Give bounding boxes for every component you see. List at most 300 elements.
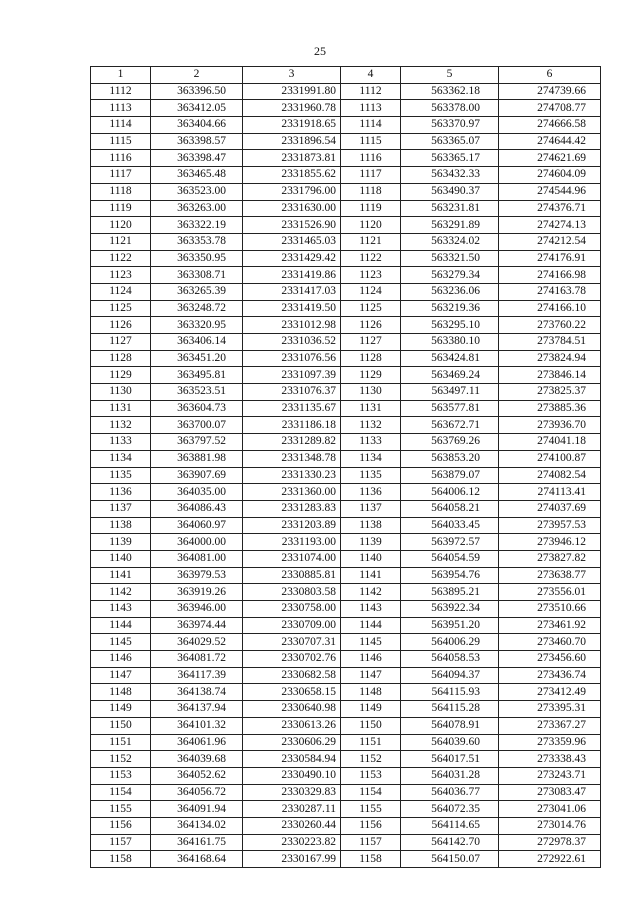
coord-y-new-cell: 274739.66 — [499, 83, 601, 100]
coord-x-new-cell: 563769.26 — [401, 434, 499, 451]
table-row — [91, 434, 601, 451]
coord-y-new-cell: 273243.71 — [499, 767, 601, 784]
coord-y-old-cell: 2330709.00 — [243, 617, 341, 634]
point-number-new-cell: 1120 — [341, 217, 401, 234]
coord-y-old-cell: 2330260.44 — [243, 817, 341, 834]
coord-y-old-cell: 2331918.65 — [243, 117, 341, 134]
coord-x-old-cell: 363308.71 — [151, 267, 243, 284]
point-number-cell: 1157 — [91, 834, 151, 851]
coord-y-old-cell: 2330707.31 — [243, 634, 341, 651]
point-number-cell: 1128 — [91, 350, 151, 367]
point-number-cell: 1152 — [91, 751, 151, 768]
coord-y-new-cell: 274100.87 — [499, 450, 601, 467]
point-number-cell: 1122 — [91, 250, 151, 267]
coord-y-old-cell: 2330584.94 — [243, 751, 341, 768]
table-row — [91, 100, 601, 117]
coord-y-new-cell: 273510.66 — [499, 601, 601, 618]
point-number-cell: 1146 — [91, 651, 151, 668]
coord-x-new-cell: 563370.97 — [401, 117, 499, 134]
point-number-cell: 1144 — [91, 617, 151, 634]
point-number-new-cell: 1151 — [341, 734, 401, 751]
coord-y-new-cell: 273367.27 — [499, 717, 601, 734]
coord-y-new-cell: 273436.74 — [499, 667, 601, 684]
coord-x-old-cell: 363604.73 — [151, 400, 243, 417]
coord-x-old-cell: 363974.44 — [151, 617, 243, 634]
coord-y-old-cell: 2331360.00 — [243, 484, 341, 501]
coord-y-old-cell: 2331419.86 — [243, 267, 341, 284]
table-row — [91, 717, 601, 734]
coord-x-new-cell: 564054.59 — [401, 550, 499, 567]
coord-x-new-cell: 563279.34 — [401, 267, 499, 284]
coord-x-old-cell: 364086.43 — [151, 500, 243, 517]
coord-x-new-cell: 564039.60 — [401, 734, 499, 751]
coord-x-old-cell: 363919.26 — [151, 584, 243, 601]
coord-x-new-cell: 564078.91 — [401, 717, 499, 734]
point-number-cell: 1134 — [91, 450, 151, 467]
coord-y-old-cell: 2331429.42 — [243, 250, 341, 267]
table-row — [91, 450, 601, 467]
table-row — [91, 667, 601, 684]
table-row — [91, 467, 601, 484]
column-header-3: 3 — [243, 67, 341, 84]
point-number-cell: 1140 — [91, 550, 151, 567]
table-row — [91, 601, 601, 618]
coord-y-old-cell: 2331417.03 — [243, 283, 341, 300]
coord-y-old-cell: 2331630.00 — [243, 200, 341, 217]
point-number-new-cell: 1129 — [341, 367, 401, 384]
point-number-new-cell: 1131 — [341, 400, 401, 417]
table-row — [91, 734, 601, 751]
coord-y-old-cell: 2331796.00 — [243, 183, 341, 200]
point-number-new-cell: 1132 — [341, 417, 401, 434]
coord-x-new-cell: 564036.77 — [401, 784, 499, 801]
coord-x-old-cell: 363350.95 — [151, 250, 243, 267]
coord-x-new-cell: 563231.81 — [401, 200, 499, 217]
coord-x-old-cell: 364161.75 — [151, 834, 243, 851]
coord-x-old-cell: 363320.95 — [151, 317, 243, 334]
point-number-new-cell: 1125 — [341, 300, 401, 317]
coord-y-new-cell: 273395.31 — [499, 701, 601, 718]
point-number-cell: 1139 — [91, 534, 151, 551]
table-row — [91, 317, 601, 334]
coord-x-new-cell: 564058.21 — [401, 500, 499, 517]
point-number-cell: 1125 — [91, 300, 151, 317]
coord-x-old-cell: 364101.32 — [151, 717, 243, 734]
coord-x-new-cell: 563236.06 — [401, 283, 499, 300]
coord-y-new-cell: 274212.54 — [499, 233, 601, 250]
coord-x-old-cell: 363398.57 — [151, 133, 243, 150]
coord-y-old-cell: 2331012.98 — [243, 317, 341, 334]
point-number-cell: 1129 — [91, 367, 151, 384]
point-number-new-cell: 1149 — [341, 701, 401, 718]
coord-x-new-cell: 563672.71 — [401, 417, 499, 434]
point-number-cell: 1143 — [91, 601, 151, 618]
point-number-cell: 1158 — [91, 851, 151, 868]
coord-y-new-cell: 274644.42 — [499, 133, 601, 150]
coord-x-old-cell: 364168.64 — [151, 851, 243, 868]
coord-y-old-cell: 2331330.23 — [243, 467, 341, 484]
point-number-cell: 1145 — [91, 634, 151, 651]
point-number-cell: 1154 — [91, 784, 151, 801]
point-number-new-cell: 1123 — [341, 267, 401, 284]
coord-y-new-cell: 274166.98 — [499, 267, 601, 284]
table-row — [91, 634, 601, 651]
point-number-new-cell: 1144 — [341, 617, 401, 634]
coord-x-new-cell: 563922.34 — [401, 601, 499, 618]
coord-x-new-cell: 563895.21 — [401, 584, 499, 601]
point-number-cell: 1141 — [91, 567, 151, 584]
coord-x-new-cell: 563291.89 — [401, 217, 499, 234]
table-row — [91, 500, 601, 517]
coord-x-new-cell: 564006.29 — [401, 634, 499, 651]
point-number-new-cell: 1157 — [341, 834, 401, 851]
table-row — [91, 767, 601, 784]
coord-y-new-cell: 274621.69 — [499, 150, 601, 167]
point-number-new-cell: 1148 — [341, 684, 401, 701]
point-number-cell: 1117 — [91, 167, 151, 184]
coord-y-new-cell: 274113.41 — [499, 484, 601, 501]
table-row — [91, 567, 601, 584]
coord-y-new-cell: 274041.18 — [499, 434, 601, 451]
table-row — [91, 801, 601, 818]
point-number-cell: 1150 — [91, 717, 151, 734]
coord-x-old-cell: 363700.07 — [151, 417, 243, 434]
coord-x-new-cell: 564033.45 — [401, 517, 499, 534]
coord-x-new-cell: 564058.53 — [401, 651, 499, 668]
coord-y-new-cell: 274376.71 — [499, 200, 601, 217]
coord-x-old-cell: 363907.69 — [151, 467, 243, 484]
point-number-new-cell: 1113 — [341, 100, 401, 117]
coord-y-new-cell: 273083.47 — [499, 784, 601, 801]
point-number-new-cell: 1145 — [341, 634, 401, 651]
point-number-cell: 1151 — [91, 734, 151, 751]
table-row — [91, 751, 601, 768]
coord-y-old-cell: 2330223.82 — [243, 834, 341, 851]
coord-y-new-cell: 273460.70 — [499, 634, 601, 651]
coord-x-old-cell: 364035.00 — [151, 484, 243, 501]
coord-y-new-cell: 273946.12 — [499, 534, 601, 551]
coord-x-new-cell: 563954.76 — [401, 567, 499, 584]
coord-x-new-cell: 563497.11 — [401, 384, 499, 401]
coord-x-old-cell: 364000.00 — [151, 534, 243, 551]
coord-y-new-cell: 273784.51 — [499, 334, 601, 351]
coord-y-old-cell: 2331076.37 — [243, 384, 341, 401]
coord-x-new-cell: 563324.02 — [401, 233, 499, 250]
column-header-5: 5 — [401, 67, 499, 84]
coord-x-new-cell: 564142.70 — [401, 834, 499, 851]
coord-x-new-cell: 564031.28 — [401, 767, 499, 784]
coord-y-old-cell: 2331074.00 — [243, 550, 341, 567]
table-row — [91, 200, 601, 217]
coord-y-old-cell: 2330167.99 — [243, 851, 341, 868]
coord-y-new-cell: 274163.78 — [499, 283, 601, 300]
coord-y-new-cell: 274708.77 — [499, 100, 601, 117]
coord-x-old-cell: 364134.02 — [151, 817, 243, 834]
point-number-new-cell: 1115 — [341, 133, 401, 150]
coord-x-old-cell: 363404.66 — [151, 117, 243, 134]
coord-y-new-cell: 273760.22 — [499, 317, 601, 334]
point-number-new-cell: 1128 — [341, 350, 401, 367]
coord-y-new-cell: 273412.49 — [499, 684, 601, 701]
table-row — [91, 117, 601, 134]
point-number-cell: 1156 — [91, 817, 151, 834]
point-number-cell: 1138 — [91, 517, 151, 534]
table-row — [91, 784, 601, 801]
point-number-cell: 1126 — [91, 317, 151, 334]
point-number-cell: 1120 — [91, 217, 151, 234]
point-number-new-cell: 1155 — [341, 801, 401, 818]
point-number-cell: 1112 — [91, 83, 151, 100]
table-row — [91, 651, 601, 668]
point-number-cell: 1135 — [91, 467, 151, 484]
point-number-cell: 1147 — [91, 667, 151, 684]
point-number-new-cell: 1114 — [341, 117, 401, 134]
table-row — [91, 517, 601, 534]
table-row — [91, 150, 601, 167]
coord-y-new-cell: 274544.96 — [499, 183, 601, 200]
column-header-1: 1 — [91, 67, 151, 84]
coord-x-old-cell: 364081.72 — [151, 651, 243, 668]
table-body — [91, 83, 601, 867]
coord-y-old-cell: 2330702.76 — [243, 651, 341, 668]
coord-x-new-cell: 563321.50 — [401, 250, 499, 267]
table-row — [91, 83, 601, 100]
coord-y-new-cell: 274666.58 — [499, 117, 601, 134]
table-row — [91, 550, 601, 567]
table-row — [91, 283, 601, 300]
point-number-new-cell: 1117 — [341, 167, 401, 184]
coord-y-new-cell: 273936.70 — [499, 417, 601, 434]
table-row — [91, 584, 601, 601]
coord-x-old-cell: 364081.00 — [151, 550, 243, 567]
coord-x-old-cell: 363946.00 — [151, 601, 243, 618]
point-number-cell: 1155 — [91, 801, 151, 818]
point-number-new-cell: 1130 — [341, 384, 401, 401]
table-row — [91, 834, 601, 851]
point-number-new-cell: 1124 — [341, 283, 401, 300]
point-number-new-cell: 1154 — [341, 784, 401, 801]
point-number-new-cell: 1135 — [341, 467, 401, 484]
coord-x-new-cell: 564115.28 — [401, 701, 499, 718]
coord-x-new-cell: 563879.07 — [401, 467, 499, 484]
coord-x-old-cell: 363797.52 — [151, 434, 243, 451]
table-row — [91, 684, 601, 701]
coord-x-new-cell: 563380.10 — [401, 334, 499, 351]
point-number-new-cell: 1118 — [341, 183, 401, 200]
table-row — [91, 217, 601, 234]
point-number-cell: 1137 — [91, 500, 151, 517]
coord-y-old-cell: 2331896.54 — [243, 133, 341, 150]
coord-y-old-cell: 2331097.39 — [243, 367, 341, 384]
coord-y-new-cell: 274176.91 — [499, 250, 601, 267]
coord-y-new-cell: 273885.36 — [499, 400, 601, 417]
table-row — [91, 617, 601, 634]
coord-x-old-cell: 363412.05 — [151, 100, 243, 117]
coord-y-new-cell: 273825.37 — [499, 384, 601, 401]
table-row — [91, 167, 601, 184]
column-header-4: 4 — [341, 67, 401, 84]
coord-y-new-cell: 273359.96 — [499, 734, 601, 751]
point-number-new-cell: 1138 — [341, 517, 401, 534]
coord-x-new-cell: 564094.37 — [401, 667, 499, 684]
coord-x-new-cell: 563490.37 — [401, 183, 499, 200]
coord-x-new-cell: 563362.18 — [401, 83, 499, 100]
coord-y-old-cell: 2331855.62 — [243, 167, 341, 184]
coord-x-old-cell: 364039.68 — [151, 751, 243, 768]
coord-y-old-cell: 2331283.83 — [243, 500, 341, 517]
coord-x-new-cell: 563365.07 — [401, 133, 499, 150]
coord-y-old-cell: 2330682.58 — [243, 667, 341, 684]
point-number-cell: 1113 — [91, 100, 151, 117]
coord-y-old-cell: 2331193.00 — [243, 534, 341, 551]
coord-x-new-cell: 564150.07 — [401, 851, 499, 868]
point-number-cell: 1149 — [91, 701, 151, 718]
table-row — [91, 300, 601, 317]
coord-y-new-cell: 273957.53 — [499, 517, 601, 534]
point-number-cell: 1127 — [91, 334, 151, 351]
coord-x-old-cell: 363353.78 — [151, 233, 243, 250]
point-number-cell: 1119 — [91, 200, 151, 217]
point-number-new-cell: 1112 — [341, 83, 401, 100]
coord-y-new-cell: 273827.82 — [499, 550, 601, 567]
point-number-cell: 1115 — [91, 133, 151, 150]
coord-y-old-cell: 2330613.26 — [243, 717, 341, 734]
point-number-cell: 1118 — [91, 183, 151, 200]
coord-x-new-cell: 563219.36 — [401, 300, 499, 317]
point-number-new-cell: 1136 — [341, 484, 401, 501]
coord-x-old-cell: 364091.94 — [151, 801, 243, 818]
coord-x-new-cell: 563469.24 — [401, 367, 499, 384]
coord-x-new-cell: 563577.81 — [401, 400, 499, 417]
point-number-cell: 1124 — [91, 283, 151, 300]
coord-x-new-cell: 563295.10 — [401, 317, 499, 334]
coord-y-new-cell: 274604.09 — [499, 167, 601, 184]
table-row — [91, 334, 601, 351]
point-number-new-cell: 1140 — [341, 550, 401, 567]
coord-y-new-cell: 273846.14 — [499, 367, 601, 384]
coord-y-old-cell: 2331526.90 — [243, 217, 341, 234]
table-row — [91, 701, 601, 718]
table-row — [91, 384, 601, 401]
coord-x-old-cell: 363398.47 — [151, 150, 243, 167]
point-number-new-cell: 1150 — [341, 717, 401, 734]
coord-x-old-cell: 364029.52 — [151, 634, 243, 651]
coord-x-old-cell: 363523.51 — [151, 384, 243, 401]
coord-y-new-cell: 273556.01 — [499, 584, 601, 601]
table-row — [91, 817, 601, 834]
point-number-new-cell: 1133 — [341, 434, 401, 451]
coord-x-old-cell: 363881.98 — [151, 450, 243, 467]
table-header-row — [91, 67, 601, 84]
coord-x-new-cell: 563972.57 — [401, 534, 499, 551]
point-number-new-cell: 1153 — [341, 767, 401, 784]
point-number-new-cell: 1146 — [341, 651, 401, 668]
point-number-cell: 1136 — [91, 484, 151, 501]
coord-y-new-cell: 273461.92 — [499, 617, 601, 634]
coord-y-new-cell: 274082.54 — [499, 467, 601, 484]
coord-y-old-cell: 2331076.56 — [243, 350, 341, 367]
table-row — [91, 851, 601, 868]
coord-y-old-cell: 2331289.82 — [243, 434, 341, 451]
coord-y-old-cell: 2331135.67 — [243, 400, 341, 417]
coord-y-new-cell: 273638.77 — [499, 567, 601, 584]
coord-y-old-cell: 2331873.81 — [243, 150, 341, 167]
point-number-new-cell: 1119 — [341, 200, 401, 217]
point-number-new-cell: 1127 — [341, 334, 401, 351]
coord-y-old-cell: 2330490.10 — [243, 767, 341, 784]
coord-x-new-cell: 564006.12 — [401, 484, 499, 501]
coord-y-new-cell: 273338.43 — [499, 751, 601, 768]
coord-x-old-cell: 364137.94 — [151, 701, 243, 718]
coord-y-old-cell: 2331348.78 — [243, 450, 341, 467]
point-number-cell: 1153 — [91, 767, 151, 784]
coord-x-old-cell: 363263.00 — [151, 200, 243, 217]
point-number-cell: 1130 — [91, 384, 151, 401]
coord-x-old-cell: 363322.19 — [151, 217, 243, 234]
coord-y-new-cell: 273014.76 — [499, 817, 601, 834]
point-number-cell: 1123 — [91, 267, 151, 284]
coord-x-old-cell: 363248.72 — [151, 300, 243, 317]
coord-y-new-cell: 273041.06 — [499, 801, 601, 818]
coord-y-old-cell: 2330640.98 — [243, 701, 341, 718]
point-number-cell: 1142 — [91, 584, 151, 601]
coord-x-new-cell: 563378.00 — [401, 100, 499, 117]
coord-x-new-cell: 563424.81 — [401, 350, 499, 367]
coord-y-new-cell: 273824.94 — [499, 350, 601, 367]
coord-y-old-cell: 2330287.11 — [243, 801, 341, 818]
coord-y-old-cell: 2331419.50 — [243, 300, 341, 317]
coord-x-old-cell: 363523.00 — [151, 183, 243, 200]
coord-x-old-cell: 364061.96 — [151, 734, 243, 751]
point-number-new-cell: 1141 — [341, 567, 401, 584]
table-row — [91, 400, 601, 417]
coord-y-new-cell: 273456.60 — [499, 651, 601, 668]
point-number-new-cell: 1142 — [341, 584, 401, 601]
point-number-new-cell: 1137 — [341, 500, 401, 517]
point-number-new-cell: 1152 — [341, 751, 401, 768]
column-header-2: 2 — [151, 67, 243, 84]
coord-y-old-cell: 2331186.18 — [243, 417, 341, 434]
coord-x-old-cell: 364056.72 — [151, 784, 243, 801]
point-number-new-cell: 1121 — [341, 233, 401, 250]
coord-y-old-cell: 2331036.52 — [243, 334, 341, 351]
coord-x-new-cell: 564072.35 — [401, 801, 499, 818]
point-number-new-cell: 1126 — [341, 317, 401, 334]
coord-y-new-cell: 272978.37 — [499, 834, 601, 851]
coord-y-old-cell: 2331991.80 — [243, 83, 341, 100]
table-row — [91, 233, 601, 250]
point-number-new-cell: 1156 — [341, 817, 401, 834]
point-number-new-cell: 1134 — [341, 450, 401, 467]
table-row — [91, 417, 601, 434]
point-number-cell: 1116 — [91, 150, 151, 167]
column-header-6: 6 — [499, 67, 601, 84]
coord-x-new-cell: 564114.65 — [401, 817, 499, 834]
point-number-cell: 1121 — [91, 233, 151, 250]
point-number-new-cell: 1122 — [341, 250, 401, 267]
point-number-cell: 1131 — [91, 400, 151, 417]
coord-x-old-cell: 364138.74 — [151, 684, 243, 701]
table-row — [91, 133, 601, 150]
coord-y-old-cell: 2330758.00 — [243, 601, 341, 618]
coord-x-new-cell: 564115.93 — [401, 684, 499, 701]
table-row — [91, 267, 601, 284]
point-number-new-cell: 1116 — [341, 150, 401, 167]
coord-x-new-cell: 563365.17 — [401, 150, 499, 167]
coord-y-new-cell: 274166.10 — [499, 300, 601, 317]
table-row — [91, 367, 601, 384]
coord-x-new-cell: 563853.20 — [401, 450, 499, 467]
